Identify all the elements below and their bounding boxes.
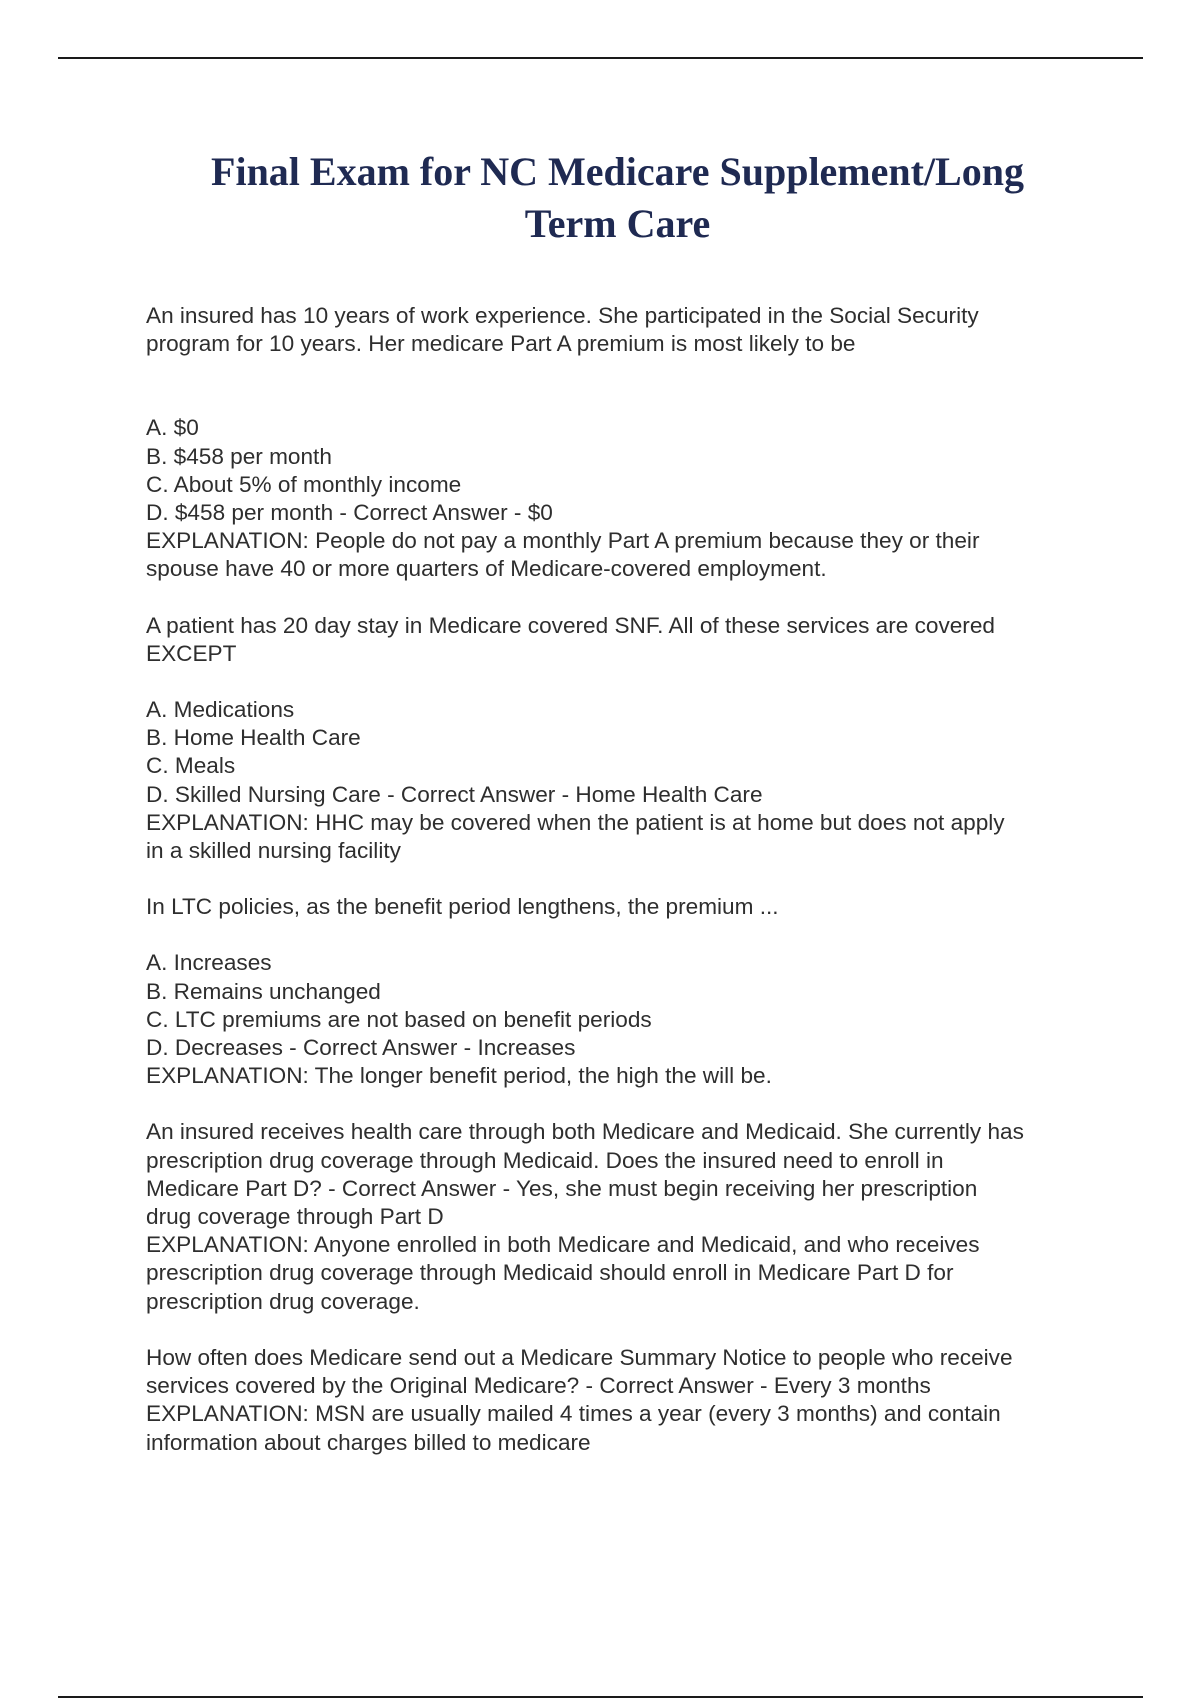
question-line: An insured has 10 years of work experience. She participated in the Social Security [146,303,979,328]
explanation [146,809,1106,865]
explanation-line: in a skilled nursing facility [146,838,401,864]
explanation [146,1231,1106,1316]
answer-options [146,696,1106,809]
answer-options [146,414,1106,527]
question-line: services covered by the Original Medicare? - Correct Answer - Every 3 months [146,1373,931,1399]
question-text [146,893,1106,921]
explanation-line: EXPLANATION: The longer benefit period, the high the will be. [146,1063,772,1089]
question-line: program for 10 years. Her medicare Part A premium is most likely to be [146,331,856,357]
option-a: A. Medications [146,697,295,723]
option-d-with-answer: D. Decreases - Correct Answer - Increases [146,1035,576,1061]
explanation [146,1400,1106,1456]
title-line: Final Exam for NC Medicare Supplement/Long [211,149,1024,194]
option-c: C. LTC premiums are not based on benefit periods [146,1006,652,1032]
top-divider [58,57,1143,59]
question-line: In LTC policies, as the benefit period lengthens, the premium ... [146,894,779,920]
answer-options [146,949,1106,1062]
question-line: A patient has 20 day stay in Medicare covered SNF. All of these services are covered [146,612,995,638]
explanation-line: EXPLANATION: People do not pay a monthly Part A premium because they or their [146,528,980,554]
option-d-with-answer: D. Skilled Nursing Care - Correct Answer - Home Health Care [146,781,763,807]
question-line: drug coverage through Part D [146,1204,444,1230]
question-2 [146,612,1106,866]
question-text [146,302,1106,358]
question-text [146,1118,1106,1231]
bottom-divider [58,1696,1143,1698]
question-line: An insured receives health care through both Medicare and Medicaid. She currently has [146,1119,1024,1145]
option-c: C. Meals [146,753,236,779]
exam-content [146,302,1106,1457]
option-b: B. Remains unchanged [146,978,381,1004]
option-a: A. Increases [146,950,272,976]
explanation-line: EXPLANATION: Anyone enrolled in both Medicare and Medicaid, and who receives [146,1232,980,1258]
question-line: EXCEPT [146,640,237,666]
question-5 [146,1344,1106,1457]
question-text [146,1344,1106,1400]
question-3 [146,893,1106,1090]
explanation [146,1062,1106,1090]
explanation [146,527,1106,583]
option-b: B. $458 per month [146,443,332,469]
explanation-line: prescription drug coverage. [146,1288,420,1314]
explanation-line: EXPLANATION: HHC may be covered when the patient is at home but does not apply [146,809,1005,835]
question-1 [146,302,1106,584]
option-d-with-answer: D. $458 per month - Correct Answer - $0 [146,500,553,526]
question-line: prescription drug coverage through Medicaid. Does the insured need to enroll in [146,1147,944,1173]
question-line: Medicare Part D? - Correct Answer - Yes, she must begin receiving her prescription [146,1175,978,1201]
question-4 [146,1118,1106,1315]
option-a: A. $0 [146,415,199,441]
page-title [140,146,1095,250]
question-line: How often does Medicare send out a Medicare Summary Notice to people who receive [146,1344,1013,1370]
option-b: B. Home Health Care [146,725,361,751]
explanation-line: EXPLANATION: MSN are usually mailed 4 times a year (every 3 months) and contain [146,1401,1001,1427]
question-text [146,612,1106,668]
explanation-line: information about charges billed to medicare [146,1429,591,1455]
option-c: C. About 5% of monthly income [146,471,462,497]
explanation-line: spouse have 40 or more quarters of Medicare-covered employment. [146,556,827,582]
title-line: Term Care [524,201,711,246]
explanation-line: prescription drug coverage through Medicaid should enroll in Medicare Part D for [146,1260,954,1286]
